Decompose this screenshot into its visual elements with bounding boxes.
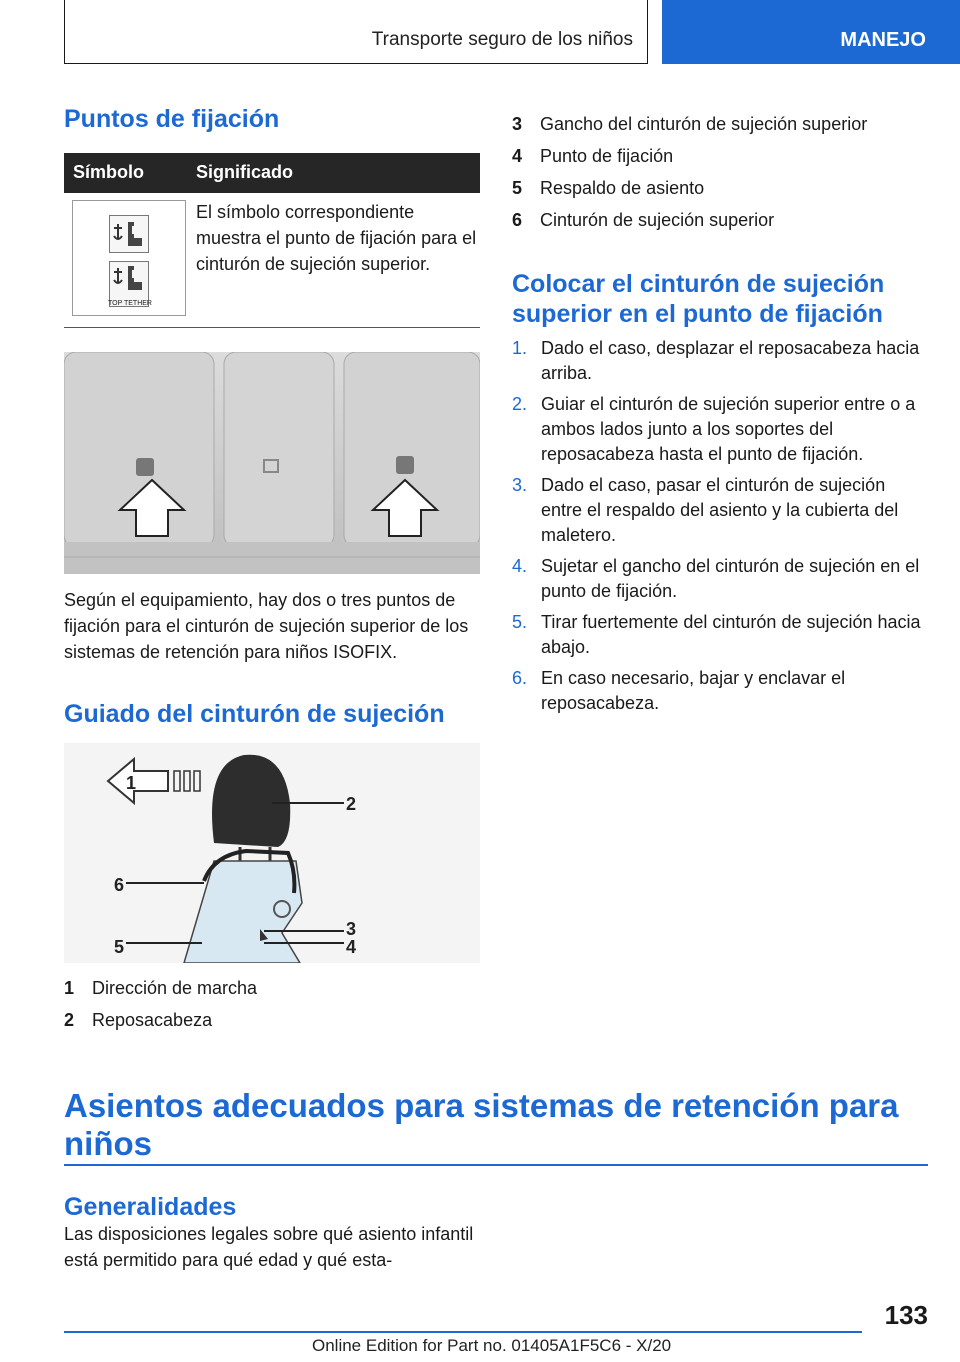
legend-item: 3 Gancho del cinturón de sujeción superior — [512, 114, 868, 134]
symbol-table-header — [64, 153, 480, 193]
suitable-seats-title: Asientos adecuados para sistemas de retención para niños — [64, 1087, 899, 1162]
routing-diagram — [64, 743, 480, 963]
callout-4: 4 — [346, 937, 357, 957]
generalities-paragraph: Las disposiciones legales sobre qué asiento infantil está permitido para qué edad y qué esta- — [64, 1224, 474, 1270]
top-tether-icon — [108, 261, 152, 307]
callout-6: 6 — [114, 875, 125, 895]
page-number: 133 — [884, 1300, 928, 1330]
step-item: 5. Tirar fuertemente del cinturón de sujeción hacia abajo. — [512, 612, 921, 657]
legend-item: 5 Respaldo de asiento — [512, 178, 705, 198]
step-item: 3. Dado el caso, pasar el cinturón de sujeción entre el respaldo del asiento y la cubierta del maletero. — [512, 475, 899, 545]
legend-item: 6 Cinturón de sujeción superior — [512, 210, 775, 230]
footer-edition: Online Edition for Part no. 01405A1F5C6 - X/20 — [312, 1336, 672, 1355]
generalities-heading: Generalidades — [64, 1193, 237, 1221]
legend-item: 4 Punto de fijación — [512, 146, 674, 166]
routing-heading: Guiado del cinturón de sujeción — [64, 700, 445, 728]
footer-rule — [64, 1331, 862, 1333]
step-item: 4. Sujetar el gancho del cinturón de sujeción en el punto de fijación. — [512, 556, 920, 601]
table-divider — [64, 327, 480, 328]
anchor-points-heading: Puntos de fijación — [64, 105, 280, 133]
legend-item: 1 Dirección de marcha — [64, 978, 258, 998]
callout-2: 2 — [346, 794, 357, 814]
header-section-tab[interactable] — [662, 0, 960, 64]
step-item: 2. Guiar el cinturón de sujeción superior entre o a ambos lados junto a los soportes del reposacabeza hasta el punto de fijación. — [512, 394, 916, 464]
step-item: 6. En caso necesario, bajar y enclavar el reposacabeza. — [512, 668, 846, 713]
anchor-points-photo — [64, 352, 480, 574]
step-item: 1. Dado el caso, desplazar el reposacabeza hacia arriba. — [512, 338, 920, 383]
routing-legend-left — [64, 972, 480, 1036]
anchor-seat-icon — [109, 215, 149, 253]
callout-3: 3 — [346, 919, 357, 939]
top-tether-label: TOP TETHER — [108, 300, 152, 307]
col-symbol: Símbolo — [73, 162, 144, 182]
anchor-points-paragraph: Según el equipamiento, hay dos o tres puntos de fijación para el cinturón de sujeción superior de los sistemas de retención para niños ISOFIX. — [64, 590, 469, 662]
symbol-meaning: El símbolo correspondiente muestra el punto de fijación para el cinturón de sujeción superior. — [196, 202, 477, 274]
section-rule — [64, 1164, 928, 1166]
symbol-cell — [72, 200, 186, 316]
col-meaning: Significado — [196, 162, 294, 182]
header-section-label: MANEJO — [840, 29, 926, 51]
callout-1: 1 — [126, 773, 137, 793]
legend-item: 2 Reposacabeza — [64, 1010, 213, 1030]
header-chapter-box — [64, 0, 648, 64]
header-chapter: Transporte seguro de los niños — [371, 29, 633, 50]
attach-heading: Colocar el cinturón de sujeción superior en el punto de fijación — [512, 270, 885, 328]
routing-legend-right — [512, 108, 928, 236]
callout-5: 5 — [114, 937, 125, 957]
attach-steps — [512, 336, 926, 722]
